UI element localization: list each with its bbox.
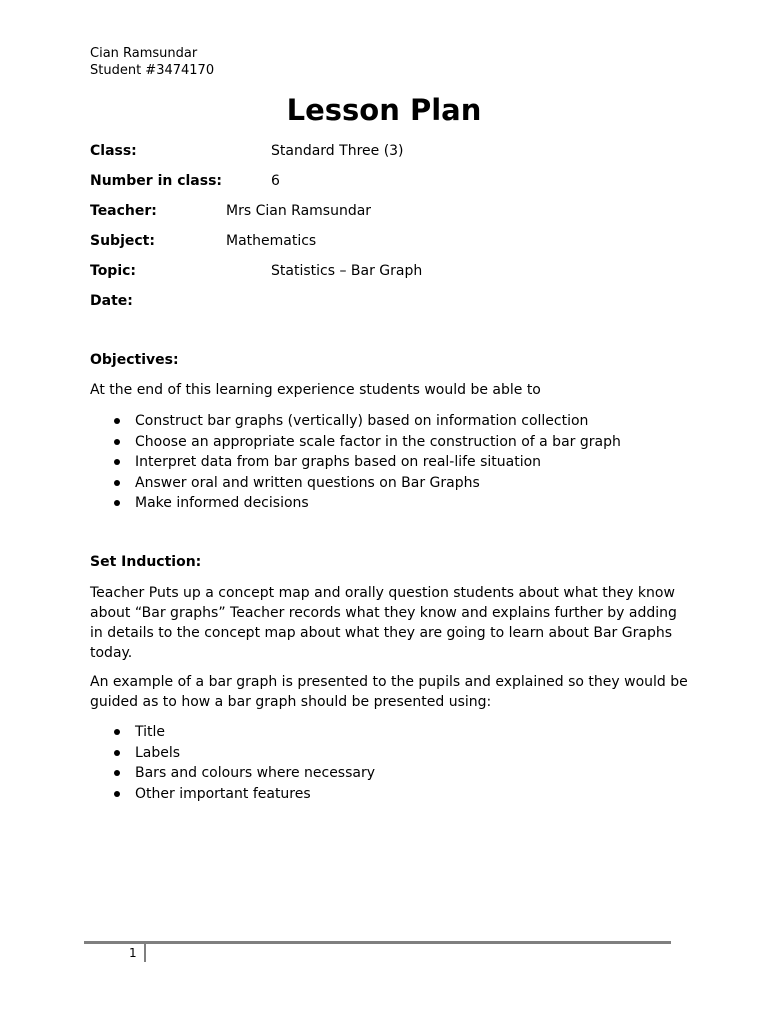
- list-item: [90, 473, 621, 494]
- student-id: Student #3474170: [90, 63, 215, 78]
- footer-rule: [84, 941, 671, 944]
- list-item-text: Other important features: [135, 785, 311, 802]
- teacher-label: Teacher:: [90, 203, 157, 219]
- topic-value: Statistics – Bar Graph: [271, 263, 423, 279]
- list-item-text: Interpret data from bar graphs based on real-life situation: [135, 454, 542, 470]
- page-title: Lesson Plan: [286, 93, 482, 127]
- set-induction-paragraph-2: An example of a bar graph is presented to the pupils and explained so they would be guided as to how a bar graph should be presented using:: [90, 674, 688, 710]
- bullet-icon: [114, 500, 120, 506]
- set-induction-heading: Set Induction:: [90, 554, 202, 570]
- objectives-intro: At the end of this learning experience students would be able to: [90, 382, 541, 398]
- bullet-icon: [114, 459, 120, 465]
- number-in-class-label: Number in class:: [90, 173, 223, 189]
- list-item-text: Make informed decisions: [135, 495, 309, 511]
- list-item: [90, 784, 375, 805]
- topic-label: Topic:: [90, 263, 137, 279]
- list-item-text: Choose an appropriate scale factor in the construction of a bar graph: [135, 433, 621, 450]
- class-label: Class:: [90, 143, 137, 159]
- bullet-icon: [114, 750, 120, 756]
- objectives-heading: Objectives:: [90, 352, 179, 368]
- list-item-text: Title: [135, 724, 166, 740]
- list-item: [90, 432, 621, 453]
- page-number: 1: [129, 946, 137, 960]
- list-item: [90, 493, 621, 514]
- bullet-icon: [114, 791, 120, 797]
- author-name: Cian Ramsundar: [90, 46, 198, 61]
- list-item: [90, 763, 375, 784]
- page-number-divider: [144, 944, 146, 962]
- list-item: [90, 743, 375, 764]
- objectives-list: [90, 411, 621, 514]
- list-item-text: Answer oral and written questions on Bar Graphs: [135, 474, 480, 491]
- subject-value: Mathematics: [226, 233, 317, 249]
- subject-label: Subject:: [90, 233, 155, 249]
- bullet-icon: [114, 418, 120, 424]
- set-induction-paragraph-1: Teacher Puts up a concept map and orally question students about what they know about “Bar graphs” Teacher records what they know and explains further by adding in details to the concept map about what they are going to learn about Bar Graphs today.: [90, 585, 677, 661]
- bullet-icon: [114, 729, 120, 735]
- list-item: [90, 452, 621, 473]
- date-label: Date:: [90, 293, 133, 309]
- presentation-features-list: [90, 722, 375, 804]
- bullet-icon: [114, 439, 120, 445]
- number-in-class-value: 6: [271, 173, 280, 189]
- bullet-icon: [114, 480, 120, 486]
- list-item-text: Bars and colours where necessary: [135, 765, 376, 781]
- list-item: [90, 722, 375, 743]
- bullet-icon: [114, 770, 120, 776]
- list-item-text: Construct bar graphs (vertically) based on information collection: [135, 413, 589, 429]
- teacher-value: Mrs Cian Ramsundar: [226, 203, 372, 219]
- list-item: [90, 411, 621, 432]
- list-item-text: Labels: [135, 744, 181, 761]
- class-value: Standard Three (3): [271, 143, 404, 159]
